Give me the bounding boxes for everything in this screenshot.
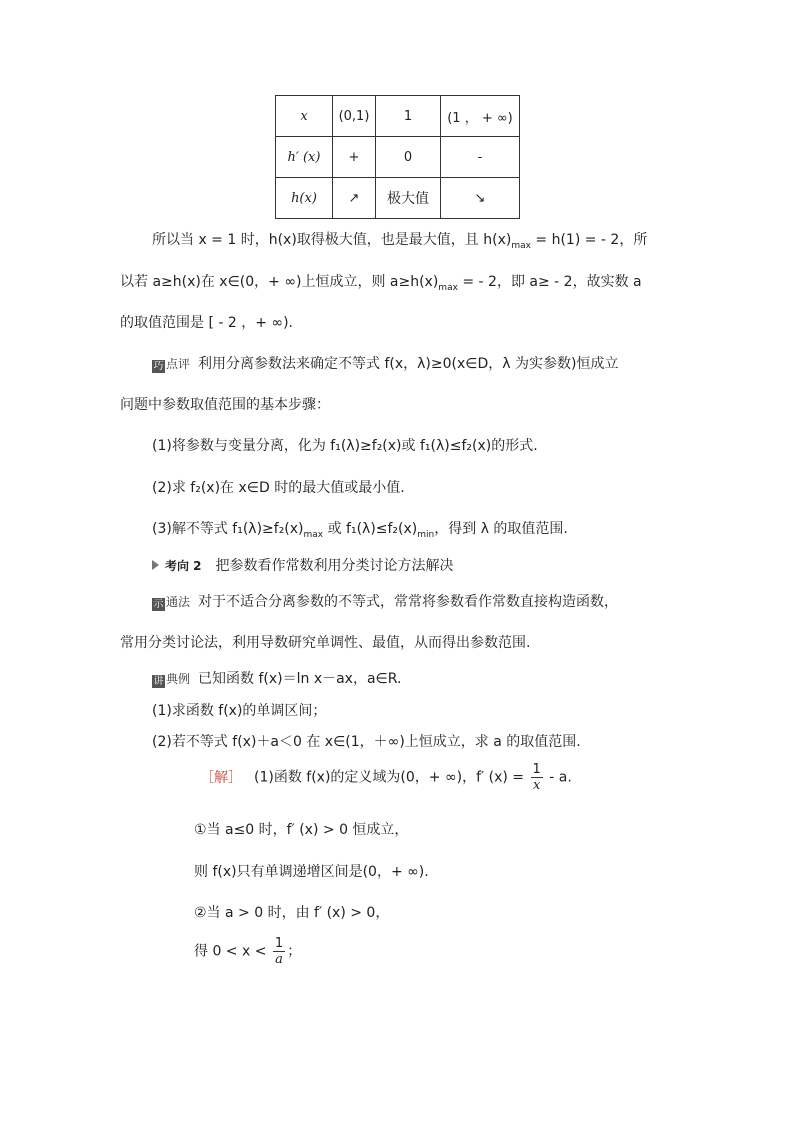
section-label: 考向 2 (165, 559, 202, 573)
text: 对于不适合分离参数的不等式，常常将参数看作常数直接构造函数， (198, 594, 619, 610)
paragraph-line: 问题中参数取值范围的基本步骤： (120, 397, 330, 413)
numerator: 1 (274, 936, 284, 951)
example-badge: 讲 (153, 676, 164, 687)
paragraph-line: 常用分类讨论法，利用导数研究单调性、最值，从而得出参数范围. (120, 635, 531, 651)
table-cell: ↘ (441, 178, 520, 219)
subscript: max (438, 282, 458, 293)
section-title: 把参数看作常数利用分类讨论方法解决 (215, 558, 454, 574)
subscript: max (303, 529, 324, 540)
table-cell: x (276, 96, 333, 137)
example-label: 典例 (166, 672, 191, 686)
question-line: (1)求函数 f(x)的单调区间； (152, 703, 327, 719)
step-line: (1)将参数与变量分离，化为 f₁(λ)≥f₂(x)或 f₁(λ)≤f₂(x)的形式. (152, 438, 538, 454)
question-line: (2)若不等式 f(x)＋a＜0 在 x∈(1，＋∞)上恒成立，求 a 的取值范围. (152, 734, 581, 750)
section-heading (152, 555, 454, 575)
paragraph-line (120, 271, 642, 293)
table-row (276, 137, 520, 178)
review-line (152, 353, 618, 373)
step-line (152, 518, 568, 540)
table-cell: 0 (376, 137, 441, 178)
text: ； (287, 943, 302, 960)
numerator: 1 (532, 762, 541, 777)
method-badge: 示 (153, 599, 164, 610)
text: 已知函数 f(x)＝ln x－ax，a∈R. (198, 671, 402, 687)
method-line (152, 591, 618, 611)
table-cell: 1 (376, 96, 441, 137)
text: 或 f₁(λ)≤f₂(x) (323, 521, 418, 537)
denominator: a (275, 952, 283, 967)
table-cell: - (441, 137, 520, 178)
text: - a. (549, 769, 572, 786)
text: 以若 a≥h(x)在 x∈(0，+ ∞)上恒成立，则 a≥h(x) (120, 274, 439, 290)
text: ，得到 λ 的取值范围. (434, 521, 568, 537)
paragraph-line (152, 229, 647, 251)
denominator: x (532, 778, 541, 793)
table-cell: (0,1) (333, 96, 376, 137)
text: 所以当 x = 1 时，h(x)取得极大值，也是最大值，且 h(x) (152, 232, 512, 248)
fraction (273, 936, 285, 967)
subscript: max (511, 240, 531, 251)
text: = h(1) = - 2，所 (530, 232, 648, 248)
example-line (152, 668, 401, 688)
table-row (276, 96, 520, 137)
review-badge: 巧 (153, 361, 164, 372)
table-cell: (1 ， + ∞) (441, 96, 520, 137)
text: 得 0 < x < (194, 943, 267, 960)
text: = - 2，即 a≥ - 2，故实数 a (457, 274, 642, 290)
table-cell: h′ (x) (276, 137, 333, 178)
text: (3)解不等式 f₁(λ)≥f₂(x) (152, 521, 304, 537)
method-label: 通法 (166, 595, 191, 609)
case-line: 则 f(x)只有单调递增区间是(0，+ ∞). (194, 864, 429, 880)
text: (1)函数 f(x)的定义域为(0，+ ∞)，f′ (x) = (254, 769, 525, 786)
subscript: min (417, 529, 435, 540)
case-line: ①当 a≤0 时，f′ (x) > 0 恒成立， (194, 822, 409, 838)
review-label: 点评 (166, 357, 191, 371)
table-cell: h(x) (276, 178, 333, 219)
table-row (276, 178, 520, 219)
table-cell: + (333, 137, 376, 178)
paragraph-line: 的取值范围是 [ - 2 ，+ ∞). (120, 315, 293, 331)
case-line (194, 936, 301, 967)
solution-tag: ［解］ (200, 769, 242, 786)
solution-line (200, 762, 572, 793)
monotonicity-table (275, 95, 520, 219)
table-cell: ↗ (333, 178, 376, 219)
triangle-icon (152, 560, 159, 570)
text: 利用分离参数法来确定不等式 f(x，λ)≥0(x∈D，λ 为实参数)恒成立 (198, 356, 619, 372)
case-line: ②当 a > 0 时，由 f′ (x) > 0， (194, 905, 390, 921)
step-line: (2)求 f₂(x)在 x∈D 时的最大值或最小值. (152, 480, 405, 496)
fraction (531, 762, 543, 793)
table-cell: 极大值 (376, 178, 441, 219)
